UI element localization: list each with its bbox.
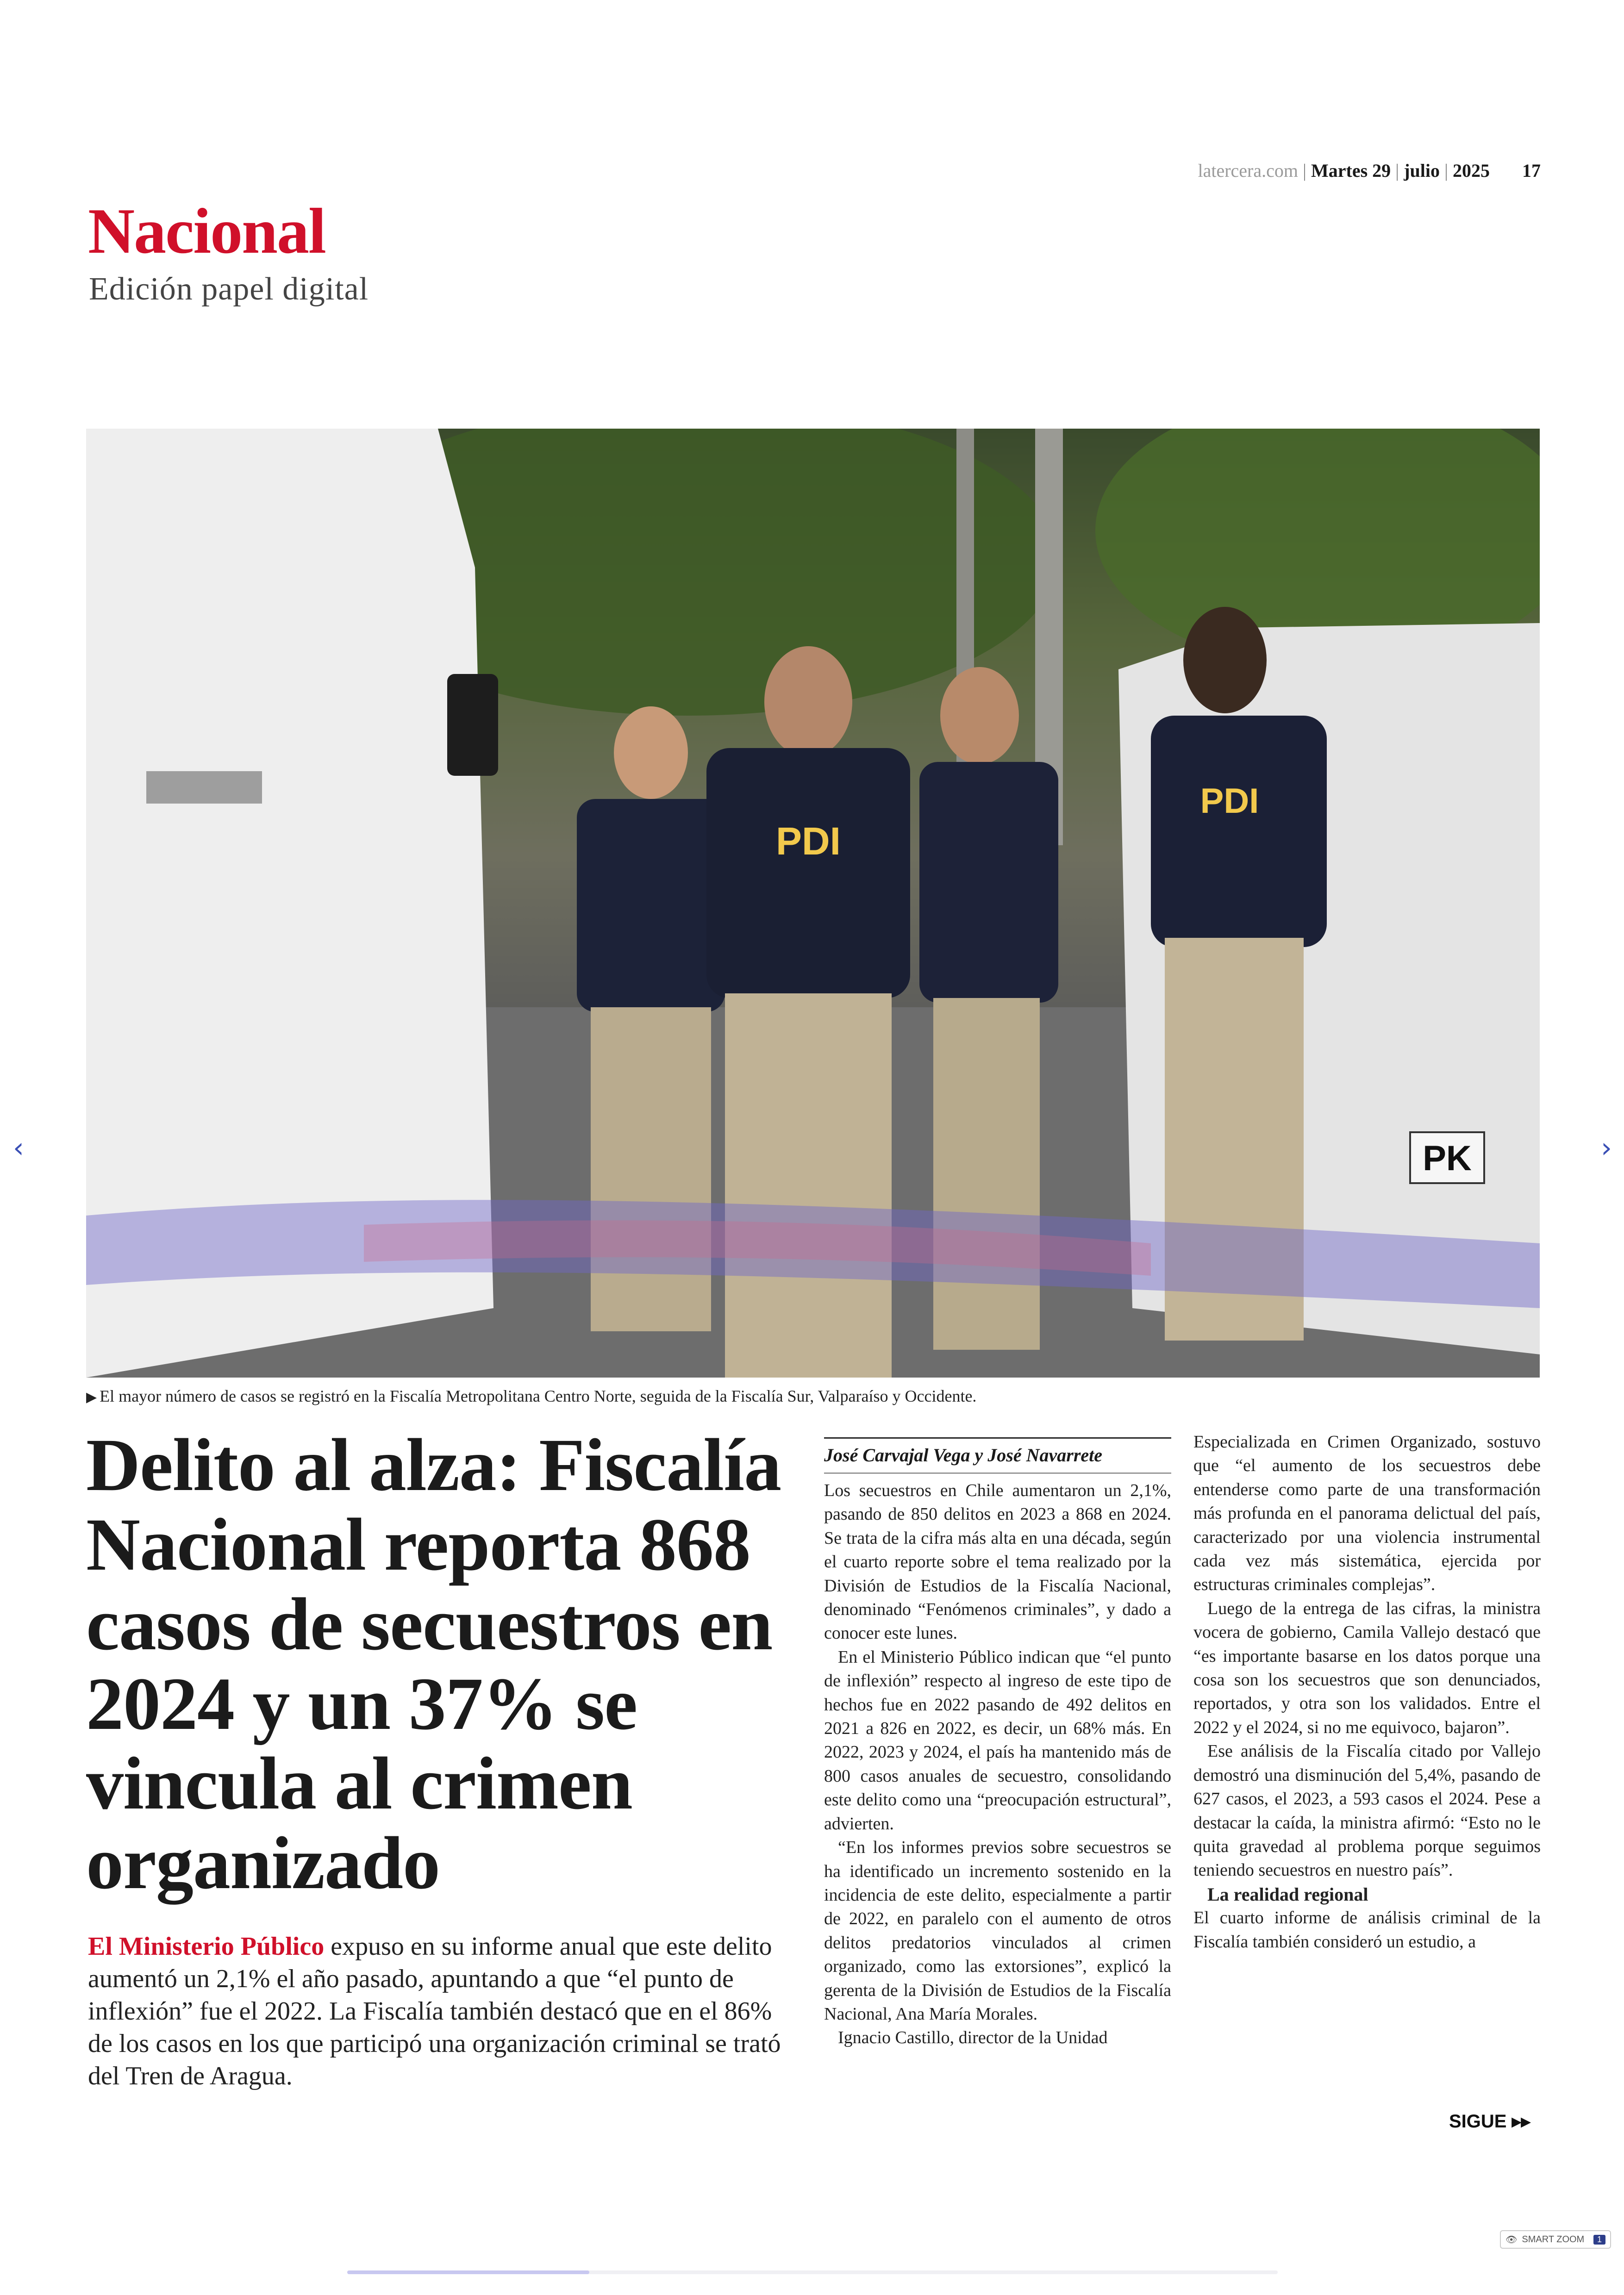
page-scrollbar[interactable] — [347, 2270, 1278, 2274]
page-number: 17 — [1522, 160, 1541, 181]
zoom-label: SMART ZOOM — [1522, 2234, 1585, 2245]
date-month: julio — [1404, 160, 1440, 181]
lead-highlight: El Ministerio Público — [88, 1932, 325, 1961]
caption-marker-icon: ▶ — [86, 1390, 97, 1405]
date-weekday: Martes 29 — [1311, 160, 1391, 181]
section-title: Nacional — [88, 195, 325, 267]
article-column-2 — [1193, 1430, 1541, 1954]
article-column-1 — [824, 1479, 1171, 2050]
byline: José Carvajal Vega y José Navarrete — [824, 1437, 1171, 1474]
section-subtitle: Edición papel digital — [89, 271, 369, 307]
next-page-button[interactable] — [1593, 1129, 1620, 1166]
viewer-top-bar — [0, 0, 1624, 28]
vest-label: PDI — [1200, 781, 1259, 821]
chevron-left-icon: ‹ — [13, 1132, 24, 1164]
smart-zoom-control[interactable] — [1500, 2230, 1611, 2249]
paragraph: Ignacio Castillo, director de la Unidad — [838, 2028, 1108, 2048]
caption-text: El mayor número de casos se registró en la Fiscalía Metropolitana Centro Norte, seguida de la Fiscalía Sur, Valparaíso y Occidente. — [100, 1387, 977, 1405]
lead-text: expuso en su informe anual que este delito aumentó un 2,1% el año pasado, apuntando a que “el punto de inflexión” fue el 2022. La Fiscalía también destacó que en el 86% de los casos en los que participó una organización criminal se trató del Tren de Aragua. — [88, 1932, 781, 2090]
article-photo — [86, 429, 1540, 1378]
paragraph: Los secuestros en Chile aumentaron un 2,1%, pasando de 850 delitos en 2023 a 868 en 2024. Se trata de la cifra más alta en una década, según el cuarto reporte sobre el tema realizado por la División de Estudios de la Fiscalía Nacional, denominado “Fenómenos criminales”, y dado a conocer este lunes. — [824, 1481, 1171, 1643]
eye-icon: 👁 — [1505, 2234, 1518, 2245]
scrollbar-thumb[interactable] — [347, 2270, 589, 2274]
paragraph: Ese análisis de la Fiscalía citado por Vallejo demostró una disminución del 5,4%, pasando de 627 casos, el 2023, a 593 casos el 2024. Pese a destacar la caída, la ministra afirmó: “Esto no le quita gravedad al problema porque seguimos teniendo secuestros en nuestro país”. — [1193, 1741, 1541, 1880]
paragraph: En el Ministerio Público indican que “el punto de inflexión” respecto al ingreso de este tipo de hechos fue en 2022 pasando de 492 delitos en 2021 a 826 en 2022, es decir, un 68% más. En 2022, 2023 y 2024, el país ha mantenido más de 800 casos anuales de secuestro, consolidando este delito como una “preocupación estructural”, advierten. — [824, 1647, 1171, 1834]
zoom-badge: 1 — [1593, 2235, 1605, 2245]
page-header-meta — [1198, 160, 1541, 181]
chevron-right-icon: › — [1601, 1132, 1612, 1164]
paragraph: Luego de la entrega de las cifras, la ministra vocera de gobierno, Camila Vallejo destacó que “es importante basarse en los datos porque una cosa son los secuestros que son denunciados, reportados, y otra son los validados. Entre el 2022 y el 2024, si no me equivoco, bajaron”. — [1193, 1598, 1541, 1737]
vest-label: PDI — [775, 819, 841, 863]
separator: | — [1444, 160, 1448, 181]
paragraph: El cuarto informe de análisis criminal de la Fiscalía también consideró un estudio, a — [1193, 1908, 1541, 1952]
subheading: La realidad regional — [1207, 1883, 1368, 1905]
paragraph: “En los informes previos sobre secuestros se ha identificado un incremento sostenido en la incidencia de este delito, especialmente a partir de 2022, en paralelo con el aumento de otros delitos predatorios vinculados al crimen organizado, como las extorsiones”, explicó la gerenta de la División de Estudios de la Fiscalía Nacional, Ana María Morales. — [824, 1838, 1171, 2024]
photo-illustration — [86, 429, 1540, 1378]
separator: | — [1395, 160, 1399, 181]
paragraph: Especializada en Crimen Organizado, sostuvo que “el aumento de los secuestros debe entenderse como parte de una transformación más profunda en el panorama delictual del país, caracterizado por una violencia instrumental cada vez más sistemática, ejercida por estructuras criminales complejas”. — [1193, 1432, 1541, 1595]
car-plate: PK — [1423, 1139, 1472, 1178]
continue-label: SIGUE ▸▸ — [1449, 2111, 1530, 2132]
separator: | — [1303, 160, 1307, 181]
photo-caption — [86, 1386, 1540, 1406]
article-headline: Delito al alza: Fiscalía Nacional reporta 868 casos de secuestros en 2024 y un 37% se vincula al crimen organizado — [86, 1424, 781, 1905]
date-year: 2025 — [1453, 160, 1490, 181]
article-lead — [88, 1930, 792, 2092]
site-name[interactable]: latercera.com — [1198, 160, 1298, 181]
previous-page-button[interactable] — [5, 1129, 32, 1166]
